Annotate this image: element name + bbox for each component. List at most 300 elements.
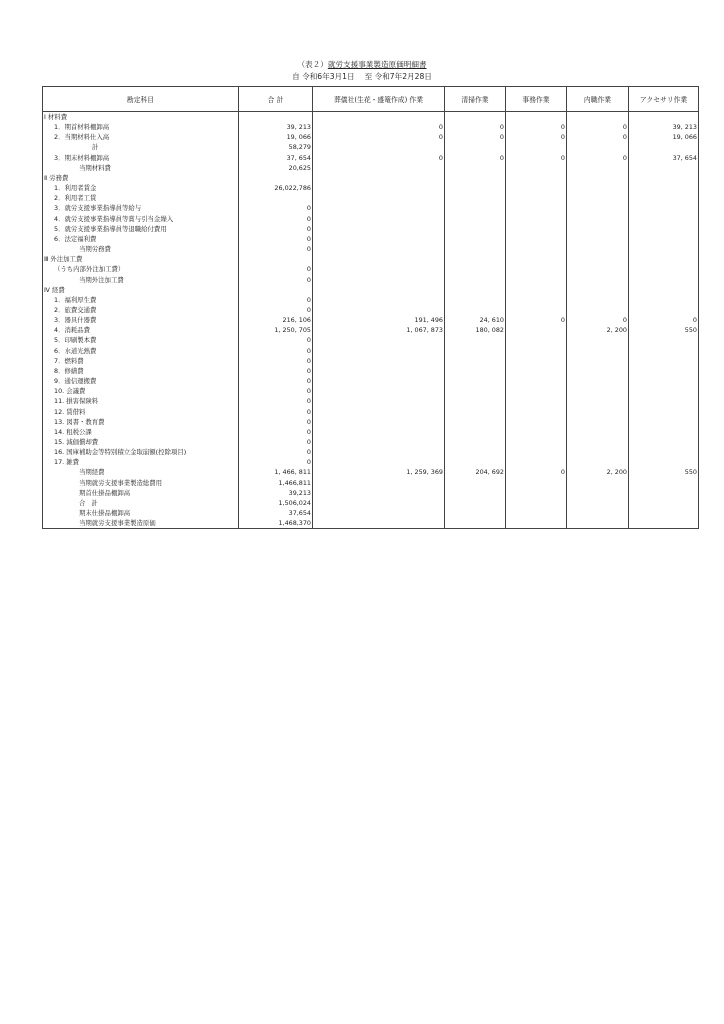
account-label: 2．利用者工賃 (54, 194, 97, 203)
amount-cell: 0 (239, 234, 313, 244)
col-header-cleaning-work: 清掃作業 (445, 87, 506, 112)
amount-cell (506, 508, 567, 518)
amount-cell (506, 346, 567, 356)
amount-cell: 204, 692 (445, 467, 506, 477)
amount-cell: 0 (445, 122, 506, 132)
amount-cell (313, 366, 445, 376)
amount-cell (239, 112, 313, 123)
amount-cell (567, 478, 629, 488)
amount-cell (567, 518, 629, 529)
account-label: 期首仕掛品棚卸高 (79, 488, 131, 497)
amount-cell: 0 (239, 457, 313, 467)
amount-cell (567, 488, 629, 498)
account-label: 3．就労支援事業指導員等給与 (54, 204, 142, 213)
amount-cell (567, 203, 629, 213)
amount-cell: 1, 259, 369 (313, 467, 445, 477)
amount-cell: 0 (239, 214, 313, 224)
amount-cell (313, 193, 445, 203)
account-label-cell (43, 437, 239, 447)
amount-cell: 0 (239, 244, 313, 254)
amount-cell (567, 407, 629, 417)
amount-cell (567, 417, 629, 427)
amount-cell (629, 417, 699, 427)
amount-cell (629, 437, 699, 447)
amount-cell (629, 275, 699, 285)
amount-cell: 26,022,786 (239, 183, 313, 193)
amount-cell (629, 356, 699, 366)
amount-cell (506, 285, 567, 295)
amount-cell (239, 193, 313, 203)
amount-cell (567, 427, 629, 437)
amount-cell: 0 (567, 315, 629, 325)
amount-cell (313, 437, 445, 447)
amount-cell (629, 498, 699, 508)
amount-cell (445, 254, 506, 264)
account-label: 期末仕掛品棚卸高 (79, 509, 131, 518)
amount-cell (445, 112, 506, 123)
amount-cell (567, 183, 629, 193)
amount-cell (445, 437, 506, 447)
amount-cell (506, 305, 567, 315)
account-label: 4．就労支援事業指導員等賞与引当金繰入 (54, 214, 174, 223)
amount-cell (567, 193, 629, 203)
amount-cell: 0 (239, 264, 313, 274)
account-label: 5．印刷製本費 (54, 336, 97, 345)
amount-cell: 0 (506, 132, 567, 142)
amount-cell (313, 214, 445, 224)
amount-cell: 39, 213 (239, 122, 313, 132)
amount-cell (445, 295, 506, 305)
col-header-total: 合 計 (239, 87, 313, 112)
amount-cell: 0 (239, 366, 313, 376)
amount-cell (313, 285, 445, 295)
amount-cell (506, 264, 567, 274)
amount-cell (567, 173, 629, 183)
amount-cell (567, 224, 629, 234)
amount-cell (506, 417, 567, 427)
table-row (43, 488, 699, 498)
account-label-cell (43, 112, 239, 123)
amount-cell (506, 407, 567, 417)
amount-cell (506, 366, 567, 376)
amount-cell (313, 295, 445, 305)
amount-cell (506, 386, 567, 396)
account-label-cell (43, 356, 239, 366)
amount-cell (567, 163, 629, 173)
account-label: 10. 会議費 (54, 387, 86, 396)
amount-cell (445, 163, 506, 173)
amount-cell (239, 173, 313, 183)
amount-cell (445, 478, 506, 488)
amount-cell (567, 305, 629, 315)
amount-cell (445, 457, 506, 467)
amount-cell (445, 417, 506, 427)
account-label-cell (43, 214, 239, 224)
amount-cell (239, 285, 313, 295)
amount-cell (567, 214, 629, 224)
amount-cell: 0 (239, 396, 313, 406)
account-label-cell (43, 396, 239, 406)
amount-cell (445, 447, 506, 457)
table-row (43, 315, 699, 325)
account-label: 14. 租税公課 (54, 427, 92, 436)
account-label-cell (43, 488, 239, 498)
account-label: 16. 国庫補助金等特別積立金取崩額(控除項目) (54, 448, 187, 457)
amount-cell (629, 478, 699, 488)
account-label-cell (43, 478, 239, 488)
account-label-cell (43, 254, 239, 264)
amount-cell (567, 508, 629, 518)
account-label-cell (43, 285, 239, 295)
table-row (43, 407, 699, 417)
amount-cell (567, 264, 629, 274)
amount-cell (506, 214, 567, 224)
amount-cell (313, 254, 445, 264)
amount-cell (506, 163, 567, 173)
amount-cell (445, 142, 506, 152)
amount-cell (506, 518, 567, 529)
table-row (43, 163, 699, 173)
table-row (43, 447, 699, 457)
amount-cell (506, 203, 567, 213)
account-label: 1．利用者賃金 (54, 184, 97, 193)
amount-cell (629, 518, 699, 529)
account-label: 6．水道光熱費 (54, 346, 97, 355)
table-row (43, 254, 699, 264)
amount-cell (629, 183, 699, 193)
account-label: 11. 損害保険料 (54, 397, 99, 406)
account-label-cell (43, 447, 239, 457)
amount-cell (629, 427, 699, 437)
amount-cell: 39,213 (239, 488, 313, 498)
amount-cell (629, 335, 699, 345)
account-label: 9．通信運搬費 (54, 377, 97, 386)
amount-cell (313, 305, 445, 315)
amount-cell (445, 173, 506, 183)
amount-cell (506, 234, 567, 244)
amount-cell (567, 335, 629, 345)
account-label: 当期就労支援事業製造原価 (79, 519, 156, 528)
amount-cell: 0 (239, 275, 313, 285)
amount-cell (445, 498, 506, 508)
table-row (43, 478, 699, 488)
amount-cell (506, 427, 567, 437)
table-row (43, 183, 699, 193)
amount-cell: 37, 654 (239, 153, 313, 163)
amount-cell (313, 508, 445, 518)
amount-cell: 550 (629, 467, 699, 477)
account-label-cell (43, 234, 239, 244)
amount-cell: 0 (506, 315, 567, 325)
amount-cell (567, 244, 629, 254)
account-label: 合計 (79, 498, 104, 507)
amount-cell: 0 (629, 315, 699, 325)
amount-cell (629, 295, 699, 305)
amount-cell (445, 224, 506, 234)
table-row (43, 427, 699, 437)
amount-cell (629, 173, 699, 183)
table-row (43, 467, 699, 477)
amount-cell: 216, 106 (239, 315, 313, 325)
amount-cell (506, 275, 567, 285)
amount-cell (506, 224, 567, 234)
amount-cell (506, 325, 567, 335)
amount-cell (629, 214, 699, 224)
account-label: 13. 図書・教育費 (54, 417, 105, 426)
account-label-cell (43, 132, 239, 142)
account-label: 当期外注加工費 (79, 275, 124, 284)
table-row (43, 396, 699, 406)
amount-cell (313, 427, 445, 437)
amount-cell (506, 488, 567, 498)
amount-cell (629, 254, 699, 264)
amount-cell: 191, 496 (313, 315, 445, 325)
account-label-cell (43, 163, 239, 173)
amount-cell (629, 234, 699, 244)
table-row (43, 325, 699, 335)
account-label: Ⅱ 労務費 (44, 173, 69, 182)
table-row (43, 122, 699, 132)
amount-cell (567, 254, 629, 264)
account-label-cell (43, 122, 239, 132)
amount-cell: 2, 200 (567, 467, 629, 477)
table-row (43, 173, 699, 183)
account-label-cell (43, 417, 239, 427)
account-label-cell (43, 376, 239, 386)
table-row (43, 295, 699, 305)
amount-cell (567, 346, 629, 356)
amount-cell: 24, 610 (445, 315, 506, 325)
amount-cell (629, 142, 699, 152)
table-row (43, 193, 699, 203)
amount-cell: 0 (239, 295, 313, 305)
amount-cell (567, 142, 629, 152)
amount-cell (629, 366, 699, 376)
table-row (43, 112, 699, 123)
amount-cell (313, 244, 445, 254)
amount-cell (313, 142, 445, 152)
amount-cell: 0 (313, 153, 445, 163)
account-label-cell (43, 264, 239, 274)
amount-cell (629, 407, 699, 417)
amount-cell: 0 (239, 447, 313, 457)
document-title (0, 60, 724, 70)
amount-cell (567, 396, 629, 406)
amount-cell: 0 (445, 153, 506, 163)
amount-cell (313, 173, 445, 183)
amount-cell (506, 295, 567, 305)
cost-statement-table (42, 86, 699, 529)
amount-cell (567, 437, 629, 447)
account-label-cell (43, 366, 239, 376)
amount-cell (506, 254, 567, 264)
amount-cell (629, 244, 699, 254)
amount-cell: 0 (567, 122, 629, 132)
amount-cell (313, 234, 445, 244)
amount-cell (506, 437, 567, 447)
amount-cell (445, 285, 506, 295)
amount-cell: 39, 213 (629, 122, 699, 132)
amount-cell (629, 163, 699, 173)
account-label-cell (43, 427, 239, 437)
account-label-cell (43, 315, 239, 325)
amount-cell: 0 (239, 346, 313, 356)
account-label: 12. 賃借料 (54, 407, 86, 416)
account-label: 1．期首材料棚卸高 (54, 123, 110, 132)
header-row (43, 87, 699, 112)
account-label: Ⅰ 材料費 (44, 113, 68, 121)
amount-cell (313, 457, 445, 467)
amount-cell: 550 (629, 325, 699, 335)
amount-cell (506, 447, 567, 457)
amount-cell: 0 (239, 386, 313, 396)
amount-cell (506, 396, 567, 406)
amount-cell (629, 508, 699, 518)
amount-cell (567, 366, 629, 376)
account-label: 8．修繕費 (54, 366, 84, 375)
table-number: （表２） (297, 60, 328, 69)
amount-cell (313, 498, 445, 508)
table-row (43, 234, 699, 244)
amount-cell: 1,466,811 (239, 478, 313, 488)
amount-cell (567, 386, 629, 396)
amount-cell (445, 214, 506, 224)
col-header-accessory-work: アクセサリ作業 (629, 87, 699, 112)
amount-cell: 0 (506, 467, 567, 477)
account-label: 当期就労支援事業製造総費用 (79, 478, 163, 487)
account-label-cell (43, 193, 239, 203)
amount-cell (567, 112, 629, 123)
amount-cell: 0 (313, 122, 445, 132)
amount-cell: 0 (239, 335, 313, 345)
account-label-cell (43, 386, 239, 396)
amount-cell (629, 112, 699, 123)
account-label-cell (43, 153, 239, 163)
account-label-cell (43, 295, 239, 305)
amount-cell: 0 (239, 203, 313, 213)
amount-cell (445, 244, 506, 254)
amount-cell (445, 203, 506, 213)
amount-cell: 0 (506, 122, 567, 132)
amount-cell: 2, 200 (567, 325, 629, 335)
amount-cell: 0 (239, 407, 313, 417)
amount-cell: 0 (239, 356, 313, 366)
table-row (43, 153, 699, 163)
amount-cell (445, 356, 506, 366)
amount-cell (313, 478, 445, 488)
table-row (43, 386, 699, 396)
table-row (43, 285, 699, 295)
account-label: 15. 減価償却費 (54, 438, 99, 446)
amount-cell (313, 163, 445, 173)
account-label-cell (43, 346, 239, 356)
amount-cell (239, 254, 313, 264)
amount-cell (506, 376, 567, 386)
amount-cell: 0 (567, 132, 629, 142)
amount-cell (629, 203, 699, 213)
amount-cell (629, 447, 699, 457)
table-row (43, 335, 699, 345)
amount-cell: 1, 067, 873 (313, 325, 445, 335)
amount-cell (567, 285, 629, 295)
amount-cell: 0 (239, 437, 313, 447)
account-label-cell (43, 203, 239, 213)
account-label-cell (43, 335, 239, 345)
amount-cell (629, 346, 699, 356)
amount-cell (445, 386, 506, 396)
amount-cell (629, 193, 699, 203)
account-label: 5．就労支援事業指導員等退職給付費用 (54, 224, 167, 233)
amount-cell: 180, 082 (445, 325, 506, 335)
account-label: 17. 雑費 (54, 458, 79, 467)
account-label: 6．法定福利費 (54, 234, 97, 243)
table-row (43, 437, 699, 447)
table-row (43, 508, 699, 518)
account-label-cell (43, 467, 239, 477)
amount-cell (313, 335, 445, 345)
amount-cell (313, 224, 445, 234)
amount-cell: 0 (567, 153, 629, 163)
amount-cell (445, 234, 506, 244)
amount-cell (445, 376, 506, 386)
account-label-cell (43, 275, 239, 285)
account-label: 7．燃料費 (54, 356, 84, 365)
account-label-cell (43, 508, 239, 518)
table-row (43, 244, 699, 254)
amount-cell (629, 457, 699, 467)
amount-cell: 0 (239, 427, 313, 437)
amount-cell (313, 112, 445, 123)
table-row (43, 356, 699, 366)
table-row (43, 346, 699, 356)
table-row (43, 132, 699, 142)
amount-cell (506, 498, 567, 508)
table-row (43, 142, 699, 152)
amount-cell (313, 488, 445, 498)
amount-cell (445, 275, 506, 285)
amount-cell (567, 356, 629, 366)
amount-cell: 37,654 (239, 508, 313, 518)
amount-cell (506, 142, 567, 152)
amount-cell: 0 (239, 305, 313, 315)
amount-cell (445, 183, 506, 193)
amount-cell (506, 244, 567, 254)
account-label: 2．旅費交通費 (54, 305, 97, 314)
amount-cell (313, 407, 445, 417)
amount-cell (567, 498, 629, 508)
amount-cell: 0 (506, 153, 567, 163)
amount-cell (445, 366, 506, 376)
table-row (43, 224, 699, 234)
amount-cell (629, 264, 699, 274)
account-label: 計 (92, 143, 99, 152)
amount-cell (445, 193, 506, 203)
account-label: 4．消耗品費 (54, 326, 91, 335)
table-row (43, 498, 699, 508)
account-label-cell (43, 498, 239, 508)
amount-cell (629, 396, 699, 406)
amount-cell (445, 346, 506, 356)
account-label: （うち内部外注加工費） (54, 265, 125, 274)
account-label: 当期材料費 (79, 163, 111, 172)
amount-cell: 0 (445, 132, 506, 142)
amount-cell (506, 183, 567, 193)
account-label: Ⅲ 外注加工費 (44, 255, 83, 264)
amount-cell (629, 224, 699, 234)
amount-cell: 37, 654 (629, 153, 699, 163)
amount-cell (313, 518, 445, 529)
amount-cell: 1,506,024 (239, 498, 313, 508)
